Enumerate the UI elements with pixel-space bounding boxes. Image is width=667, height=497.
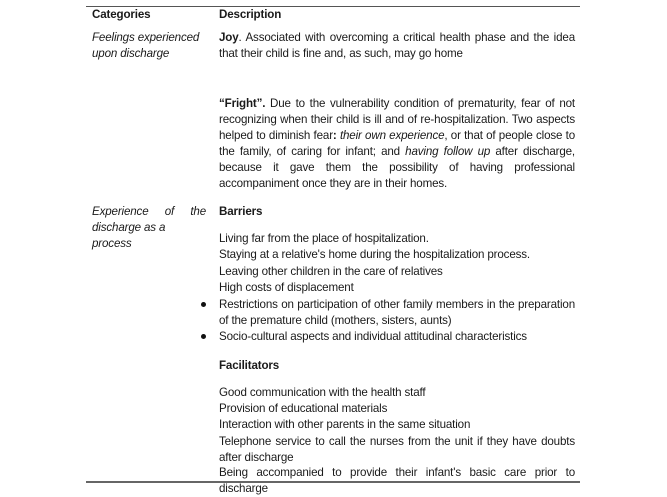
description-fright — [219, 96, 575, 192]
description-joy — [219, 30, 575, 62]
barrier-item: Leaving other children in the care of relatives — [219, 265, 443, 278]
barrier-item: Staying at a relative's home during the hospitalization process. — [219, 248, 530, 261]
barrier-item: Socio-cultural aspects and individual attitudinal characteristics — [219, 330, 527, 343]
category-feelings-line1: Feelings experienced — [92, 31, 200, 44]
joy-text: . Associated with overcoming a critical health phase and the idea that their child is fine and, as such, may go home — [219, 31, 575, 60]
barriers-title: Barriers — [219, 205, 263, 218]
fright-colon: : — [332, 129, 337, 142]
facilitator-item: Being accompanied to provide their infant's basic care prior to discharge — [219, 466, 575, 495]
category-experience-line2: discharge as a process — [92, 221, 166, 250]
category-feelings — [92, 30, 206, 62]
fright-italic-own-experience: their own experience — [339, 129, 445, 142]
category-feelings-line2: upon discharge — [92, 47, 170, 60]
facilitator-item: Provision of educational materials — [219, 402, 388, 415]
table-bottom-rule — [86, 481, 580, 483]
term-joy: Joy — [219, 31, 239, 44]
term-fright: “Fright”. — [219, 97, 266, 110]
facilitator-item: Good communication with the health staff — [219, 386, 426, 399]
bullet-icon — [200, 329, 208, 337]
facilitators-title: Facilitators — [219, 359, 280, 372]
table-top-rule — [86, 6, 580, 7]
barrier-item: Living far from the place of hospitalization. — [219, 232, 429, 245]
fright-text-2: , or that of people close to the family, of caring for infant; and — [219, 129, 576, 158]
header-categories: Categories — [92, 8, 151, 21]
header-description: Description — [219, 8, 282, 21]
category-experience-line1: Experience of the — [92, 205, 206, 218]
fright-italic-follow-up: having follow up — [405, 145, 491, 158]
fright-text-1: Due to the vulnerability condition of prematurity, fear of not recognizing when their child is ill and of re-hospitalization. Two aspects helped to diminish fear — [219, 97, 575, 142]
category-experience — [92, 204, 206, 252]
barrier-item: Restrictions on participation of other family members in the preparation of the premature child (mothers, sisters, aunts) — [219, 298, 575, 327]
bullet-icon — [200, 297, 208, 305]
facilitator-item: Interaction with other parents in the same situation — [219, 418, 471, 431]
barrier-item: High costs of displacement — [219, 281, 354, 294]
facilitator-item: Telephone service to call the nurses from the unit if they have doubts after discharge — [219, 435, 575, 464]
fright-text-3: after discharge, because it gave them the possibility of having professional accompaniment once they are in their homes. — [219, 145, 575, 190]
